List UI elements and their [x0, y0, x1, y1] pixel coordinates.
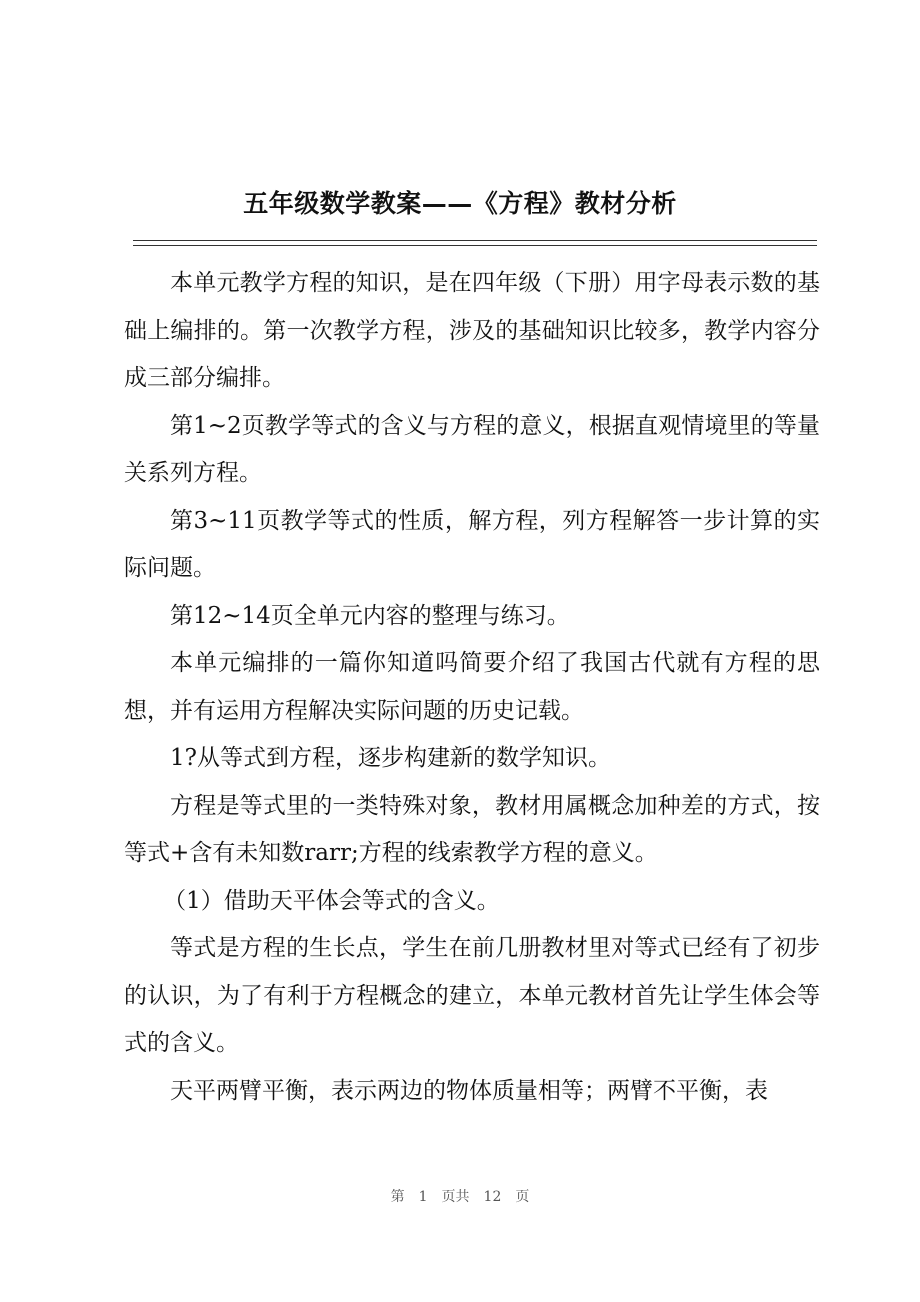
- paragraph-pages-3-11: 第3~11页教学等式的性质，解方程，列方程解答一步计算的实际问题。: [124, 507, 820, 581]
- paragraph-pages-12-14: 第12~14页全单元内容的整理与练习。: [170, 602, 570, 629]
- paragraph-pages-1-2: 第1~2页教学等式的含义与方程的意义，根据直观情境里的等量关系列方程。: [124, 412, 820, 486]
- footer-total-pages: 12: [483, 1189, 502, 1205]
- document-title: 五年级数学教案——《方程》教材分析: [243, 189, 677, 218]
- title-divider-upper: [133, 240, 817, 241]
- document-body: [124, 260, 820, 1115]
- paragraph-section-1: 1?从等式到方程，逐步构建新的数学知识。: [170, 745, 611, 771]
- paragraph-subsection-1: （1）借助天平体会等式的含义。: [163, 887, 500, 914]
- page-footer: [0, 1186, 920, 1206]
- paragraph-balance-scale: 天平两臂平衡，表示两边的物体质量相等；两臂不平衡，表: [170, 1077, 768, 1104]
- footer-suffix: 页: [515, 1189, 530, 1205]
- paragraph-did-you-know: 本单元编排的一篇你知道吗简要介绍了我国古代就有方程的思想，并有运用方程解决实际问题的历史记载。: [124, 650, 820, 724]
- title-divider-lower: [133, 245, 817, 246]
- paragraph-equality-basis: 等式是方程的生长点，学生在前几册教材里对等式已经有了初步的认识，为了有利于方程概念的建立，本单元教材首先让学生体会等式的含义。: [124, 935, 820, 1056]
- footer-middle: 页共: [441, 1189, 470, 1205]
- paragraph-equation-concept: 方程是等式里的一类特殊对象，教材用属概念加种差的方式，按等式+含有未知数rarr;方程的线索教学方程的意义。: [124, 792, 820, 866]
- footer-current-page: 1: [418, 1189, 428, 1205]
- footer-prefix: 第: [390, 1189, 405, 1205]
- paragraph-intro: 本单元教学方程的知识，是在四年级（下册）用字母表示数的基础上编排的。第一次教学方程，涉及的基础知识比较多，教学内容分成三部分编排。: [124, 270, 820, 391]
